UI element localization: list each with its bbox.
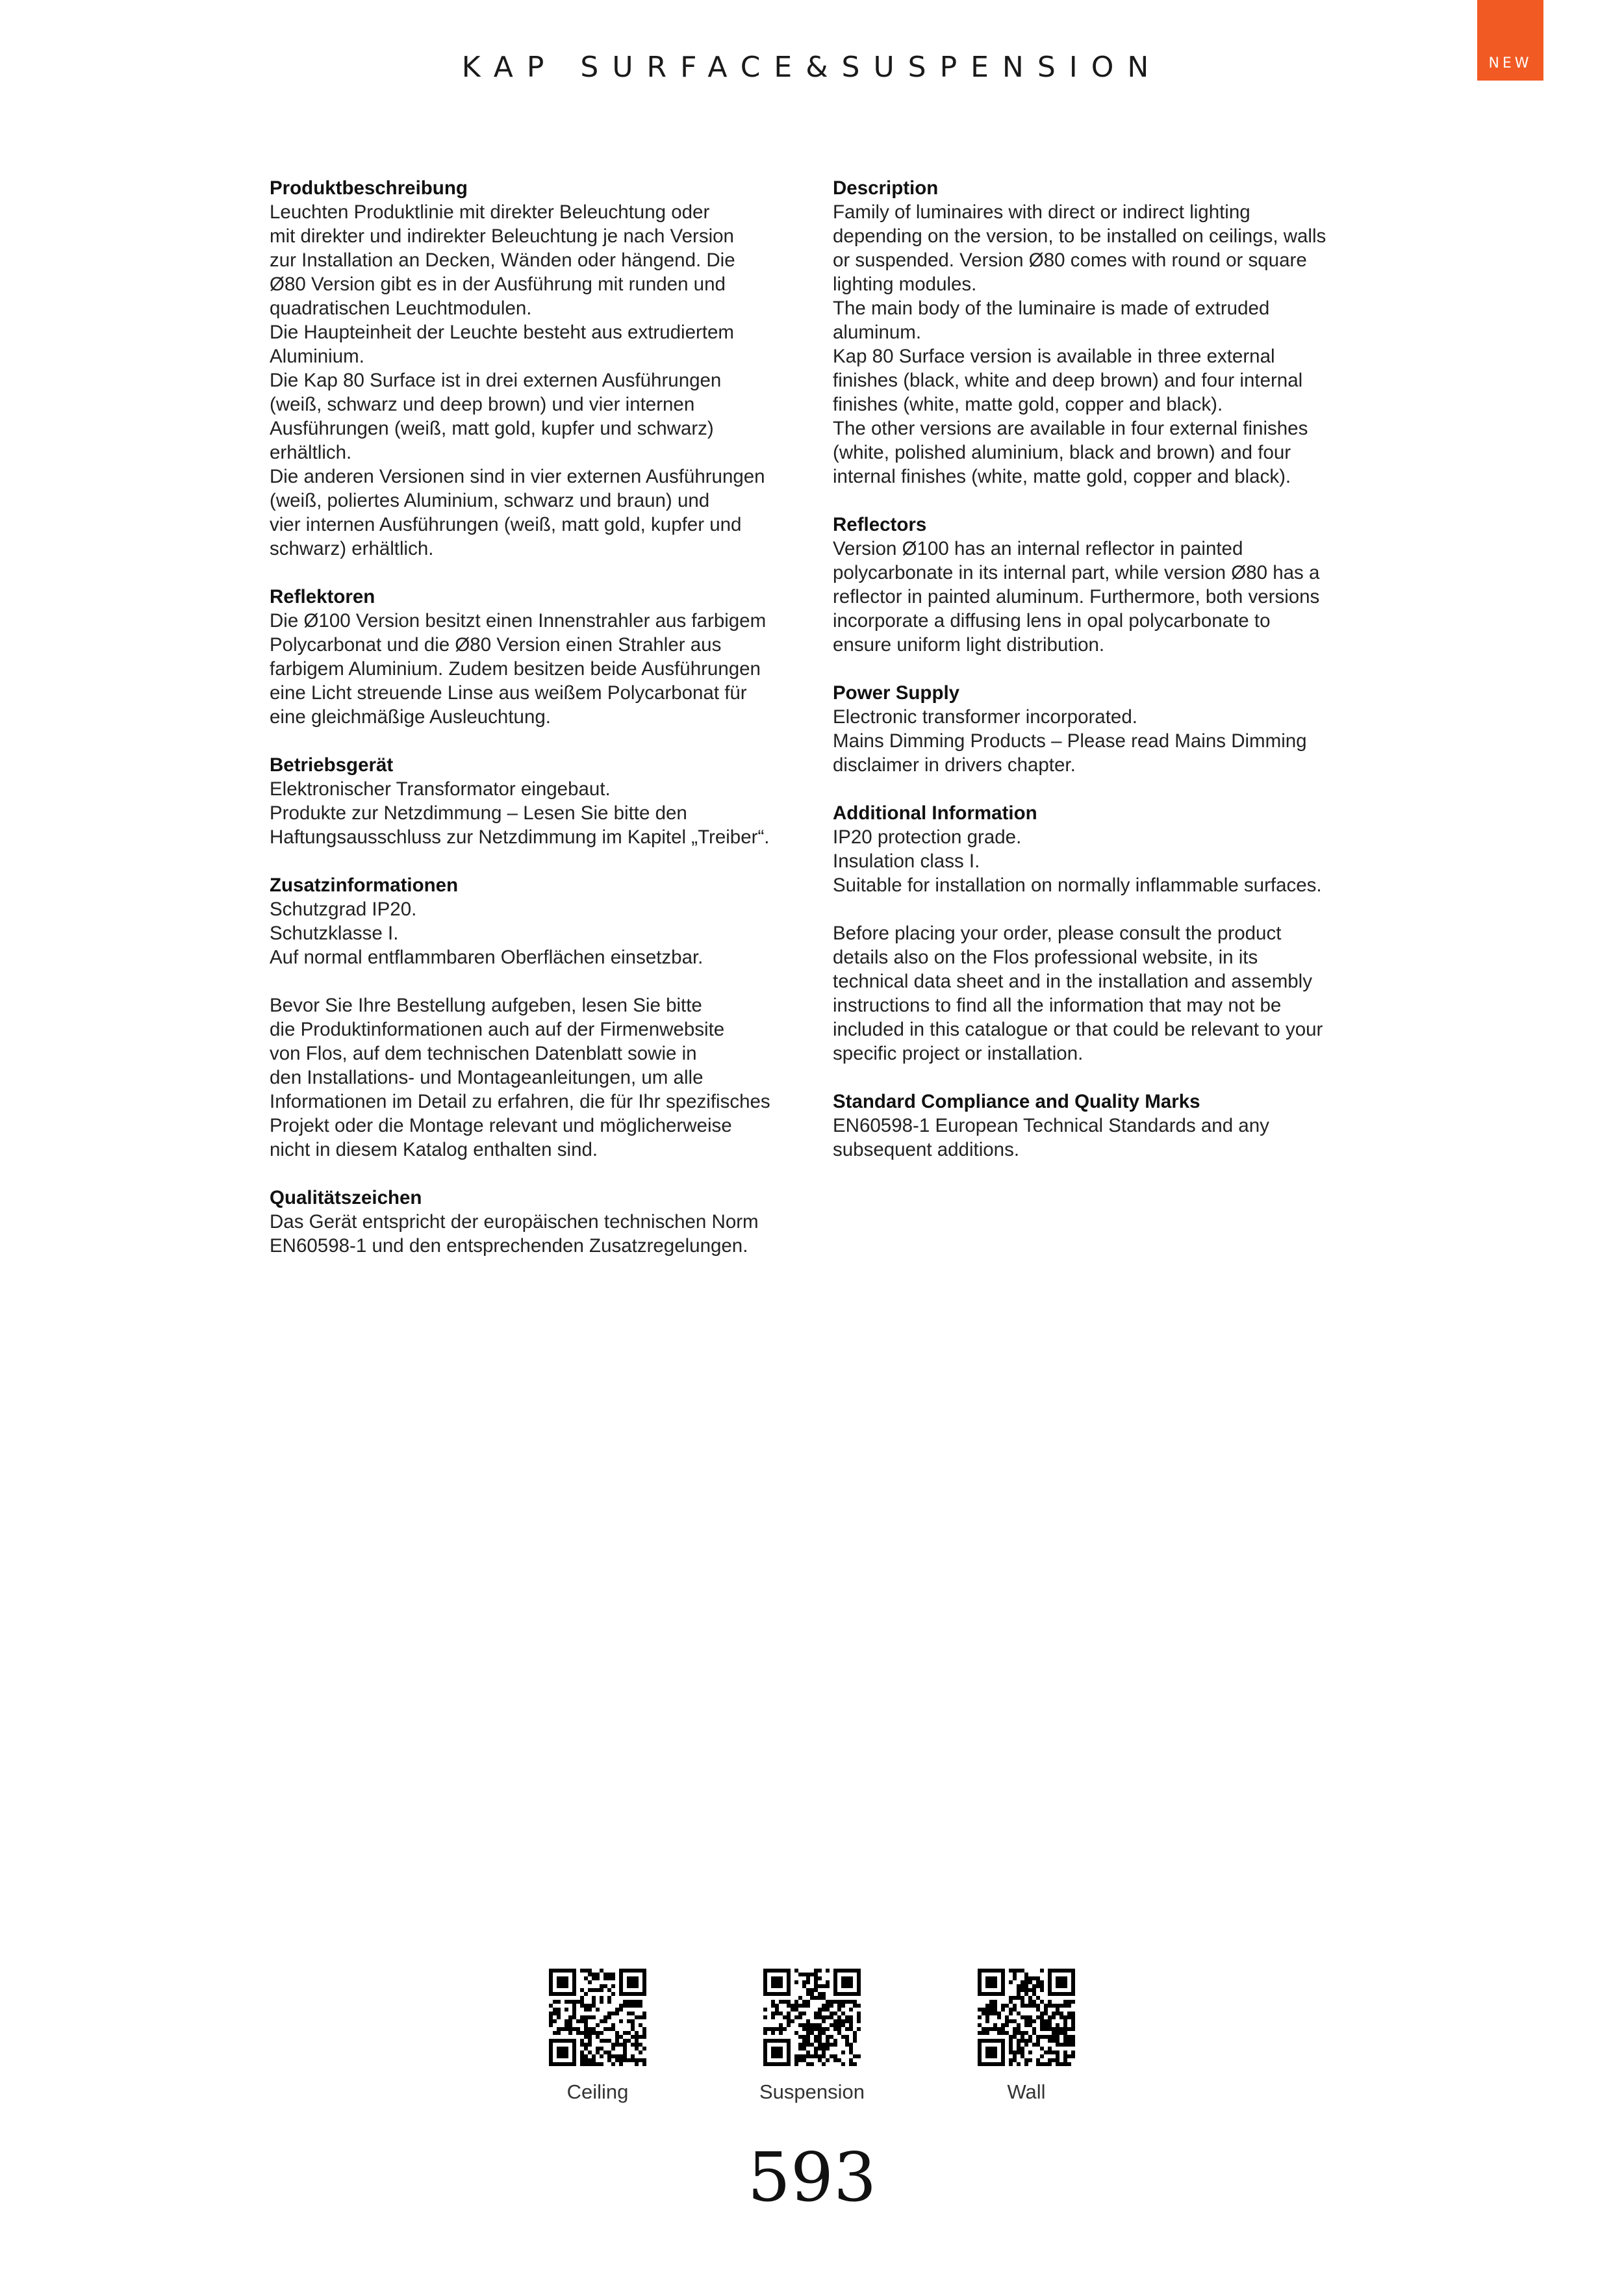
body-text-line: Leuchten Produktlinie mit direkter Beleuchtung oder [270, 201, 710, 223]
section-heading: Reflektoren [270, 586, 375, 607]
new-badge: NEW [1477, 0, 1543, 81]
body-text-line: erhältlich. [270, 442, 352, 463]
text-section [833, 801, 1365, 897]
body-text-line: Die anderen Versionen sind in vier externen Ausführungen [270, 466, 765, 487]
body-text-line: EN60598-1 und den entsprechenden Zusatzregelungen. [270, 1235, 748, 1257]
qr-code-icon[interactable] [978, 1969, 1075, 2066]
body-text-line: specific project or installation. [833, 1043, 1084, 1064]
section-heading: Additional Information [833, 802, 1037, 824]
text-section [833, 921, 1365, 1066]
body-text-line: or suspended. Version Ø80 comes with round or square [833, 249, 1307, 271]
body-text-line: Bevor Sie Ihre Bestellung aufgeben, lesen Sie bitte [270, 995, 702, 1016]
body-text-line: subsequent additions. [833, 1139, 1020, 1160]
body-text-line: Haftungsausschluss zur Netzdimmung im Kapitel „Treiber“. [270, 826, 770, 848]
english-column [833, 176, 1365, 1186]
section-heading: Reflectors [833, 514, 927, 535]
qr-code-icon[interactable] [763, 1969, 861, 2066]
qr-suspension[interactable] [734, 1969, 890, 2104]
body-text-line: die Produktinformationen auch auf der Firmenwebsite [270, 1019, 725, 1040]
body-text-line: Auf normal entflammbaren Oberflächen einsetzbar. [270, 947, 704, 968]
body-text-line: depending on the version, to be installed on ceilings, walls [833, 225, 1326, 247]
body-text-line: Suitable for installation on normally inflammable surfaces. [833, 875, 1322, 896]
body-text-line: finishes (black, white and deep brown) and four internal [833, 370, 1303, 391]
body-text-line: Before placing your order, please consult the product [833, 923, 1282, 944]
text-section [270, 176, 802, 561]
body-text-line: incorporate a diffusing lens in opal polycarbonate to [833, 610, 1271, 632]
text-section [270, 1186, 802, 1258]
body-text-line: The other versions are available in four external finishes [833, 418, 1308, 439]
body-text-line: Electronic transformer incorporated. [833, 706, 1137, 728]
body-text-line: Mains Dimming Products – Please read Mains Dimming [833, 730, 1307, 752]
body-text-line: instructions to find all the information that may not be [833, 995, 1282, 1016]
text-section [270, 585, 802, 729]
body-text-line: Ø80 Version gibt es in der Ausführung mit runden und [270, 274, 726, 295]
section-heading: Zusatzinformationen [270, 875, 459, 896]
page-title: KAP SURFACE&SUSPENSION [461, 51, 1163, 84]
qr-label: Wall [1007, 2080, 1046, 2103]
body-text-line: Produkte zur Netzdimmung – Lesen Sie bitte den [270, 802, 687, 824]
body-text-line: Kap 80 Surface version is available in three external [833, 346, 1275, 367]
body-text-line: lighting modules. [833, 274, 977, 295]
body-text-line: technical data sheet and in the installation and assembly [833, 971, 1312, 992]
body-text-line: Insulation class I. [833, 850, 980, 872]
body-text-line: Die Kap 80 Surface ist in drei externen Ausführungen [270, 370, 722, 391]
german-column [270, 176, 802, 1282]
section-heading: Produktbeschreibung [270, 177, 468, 199]
text-section [833, 681, 1365, 777]
text-section [833, 1090, 1365, 1162]
text-section [270, 873, 802, 969]
body-text-line: mit direkter und indirekter Beleuchtung je nach Version [270, 225, 734, 247]
body-text-line: Elektronischer Transformator eingebaut. [270, 778, 611, 800]
body-text-line: von Flos, auf dem technischen Datenblatt sowie in [270, 1043, 697, 1064]
body-text-line: farbigem Aluminium. Zudem besitzen beide Ausführungen [270, 658, 761, 680]
qr-label: Ceiling [566, 2080, 629, 2103]
body-text-line: internal finishes (white, matte gold, copper and black). [833, 466, 1291, 487]
body-text-line: (white, polished aluminium, black and brown) and four [833, 442, 1291, 463]
body-text-line: (weiß, poliertes Aluminium, schwarz und braun) und [270, 490, 710, 511]
body-text-line: Projekt oder die Montage relevant und möglicherweise [270, 1115, 732, 1136]
body-text-line: Schutzklasse I. [270, 923, 399, 944]
body-text-line: eine gleichmäßige Ausleuchtung. [270, 706, 551, 728]
text-section [833, 513, 1365, 657]
body-text-line: Aluminium. [270, 346, 364, 367]
qr-code-icon[interactable] [549, 1969, 646, 2066]
text-section [270, 753, 802, 849]
body-text-line: (weiß, schwarz und deep brown) und vier internen [270, 394, 695, 415]
body-text-line: Das Gerät entspricht der europäischen technischen Norm [270, 1211, 759, 1233]
body-text-line: Informationen im Detail zu erfahren, die für Ihr spezifisches [270, 1091, 770, 1112]
body-text-line: den Installations- und Montageanleitungen, um alle [270, 1067, 704, 1088]
body-text-line: EN60598-1 European Technical Standards and any [833, 1115, 1269, 1136]
body-text-line: reflector in painted aluminum. Furthermore, both versions [833, 586, 1320, 607]
body-text-line: Schutzgrad IP20. [270, 899, 417, 920]
section-heading: Betriebsgerät [270, 754, 394, 776]
text-section [833, 176, 1365, 489]
body-text-line: nicht in diesem Katalog enthalten sind. [270, 1139, 598, 1160]
section-heading: Qualitätszeichen [270, 1187, 422, 1208]
section-heading: Standard Compliance and Quality Marks [833, 1091, 1200, 1112]
body-text-line: Polycarbonat und die Ø80 Version einen Strahler aus [270, 634, 722, 656]
section-heading: Description [833, 177, 939, 199]
body-text-line: polycarbonate in its internal part, while version Ø80 has a [833, 562, 1320, 583]
body-text-line: Die Haupteinheit der Leuchte besteht aus extrudiertem [270, 322, 734, 343]
body-text-line: disclaimer in drivers chapter. [833, 754, 1076, 776]
body-text-line: details also on the Flos professional website, in its [833, 947, 1258, 968]
body-text-line: zur Installation an Decken, Wänden oder hängend. Die [270, 249, 735, 271]
body-text-line: quadratischen Leuchtmodulen. [270, 298, 532, 319]
body-text-line: schwarz) erhältlich. [270, 538, 434, 559]
body-text-line: eine Licht streuende Linse aus weißem Polycarbonat für [270, 682, 747, 704]
body-text-line: vier internen Ausführungen (weiß, matt gold, kupfer und [270, 514, 742, 535]
body-text-line: aluminum. [833, 322, 922, 343]
qr-ceiling[interactable] [520, 1969, 676, 2104]
body-text-line: ensure uniform light distribution. [833, 634, 1105, 656]
body-text-line: finishes (white, matte gold, copper and black). [833, 394, 1223, 415]
qr-label: Suspension [759, 2080, 865, 2103]
body-text-line: Ausführungen (weiß, matt gold, kupfer und schwarz) [270, 418, 714, 439]
text-section [270, 993, 802, 1162]
qr-wall[interactable] [948, 1969, 1104, 2104]
section-heading: Power Supply [833, 682, 960, 704]
body-text-line: The main body of the luminaire is made of extruded [833, 298, 1270, 319]
page-number: 593 [747, 2138, 877, 2217]
body-text-line: included in this catalogue or that could be relevant to your [833, 1019, 1323, 1040]
body-text-line: Version Ø100 has an internal reflector in painted [833, 538, 1243, 559]
body-text-line: Die Ø100 Version besitzt einen Innenstrahler aus farbigem [270, 610, 767, 632]
body-text-line: Family of luminaires with direct or indirect lighting [833, 201, 1250, 223]
body-text-line: IP20 protection grade. [833, 826, 1022, 848]
